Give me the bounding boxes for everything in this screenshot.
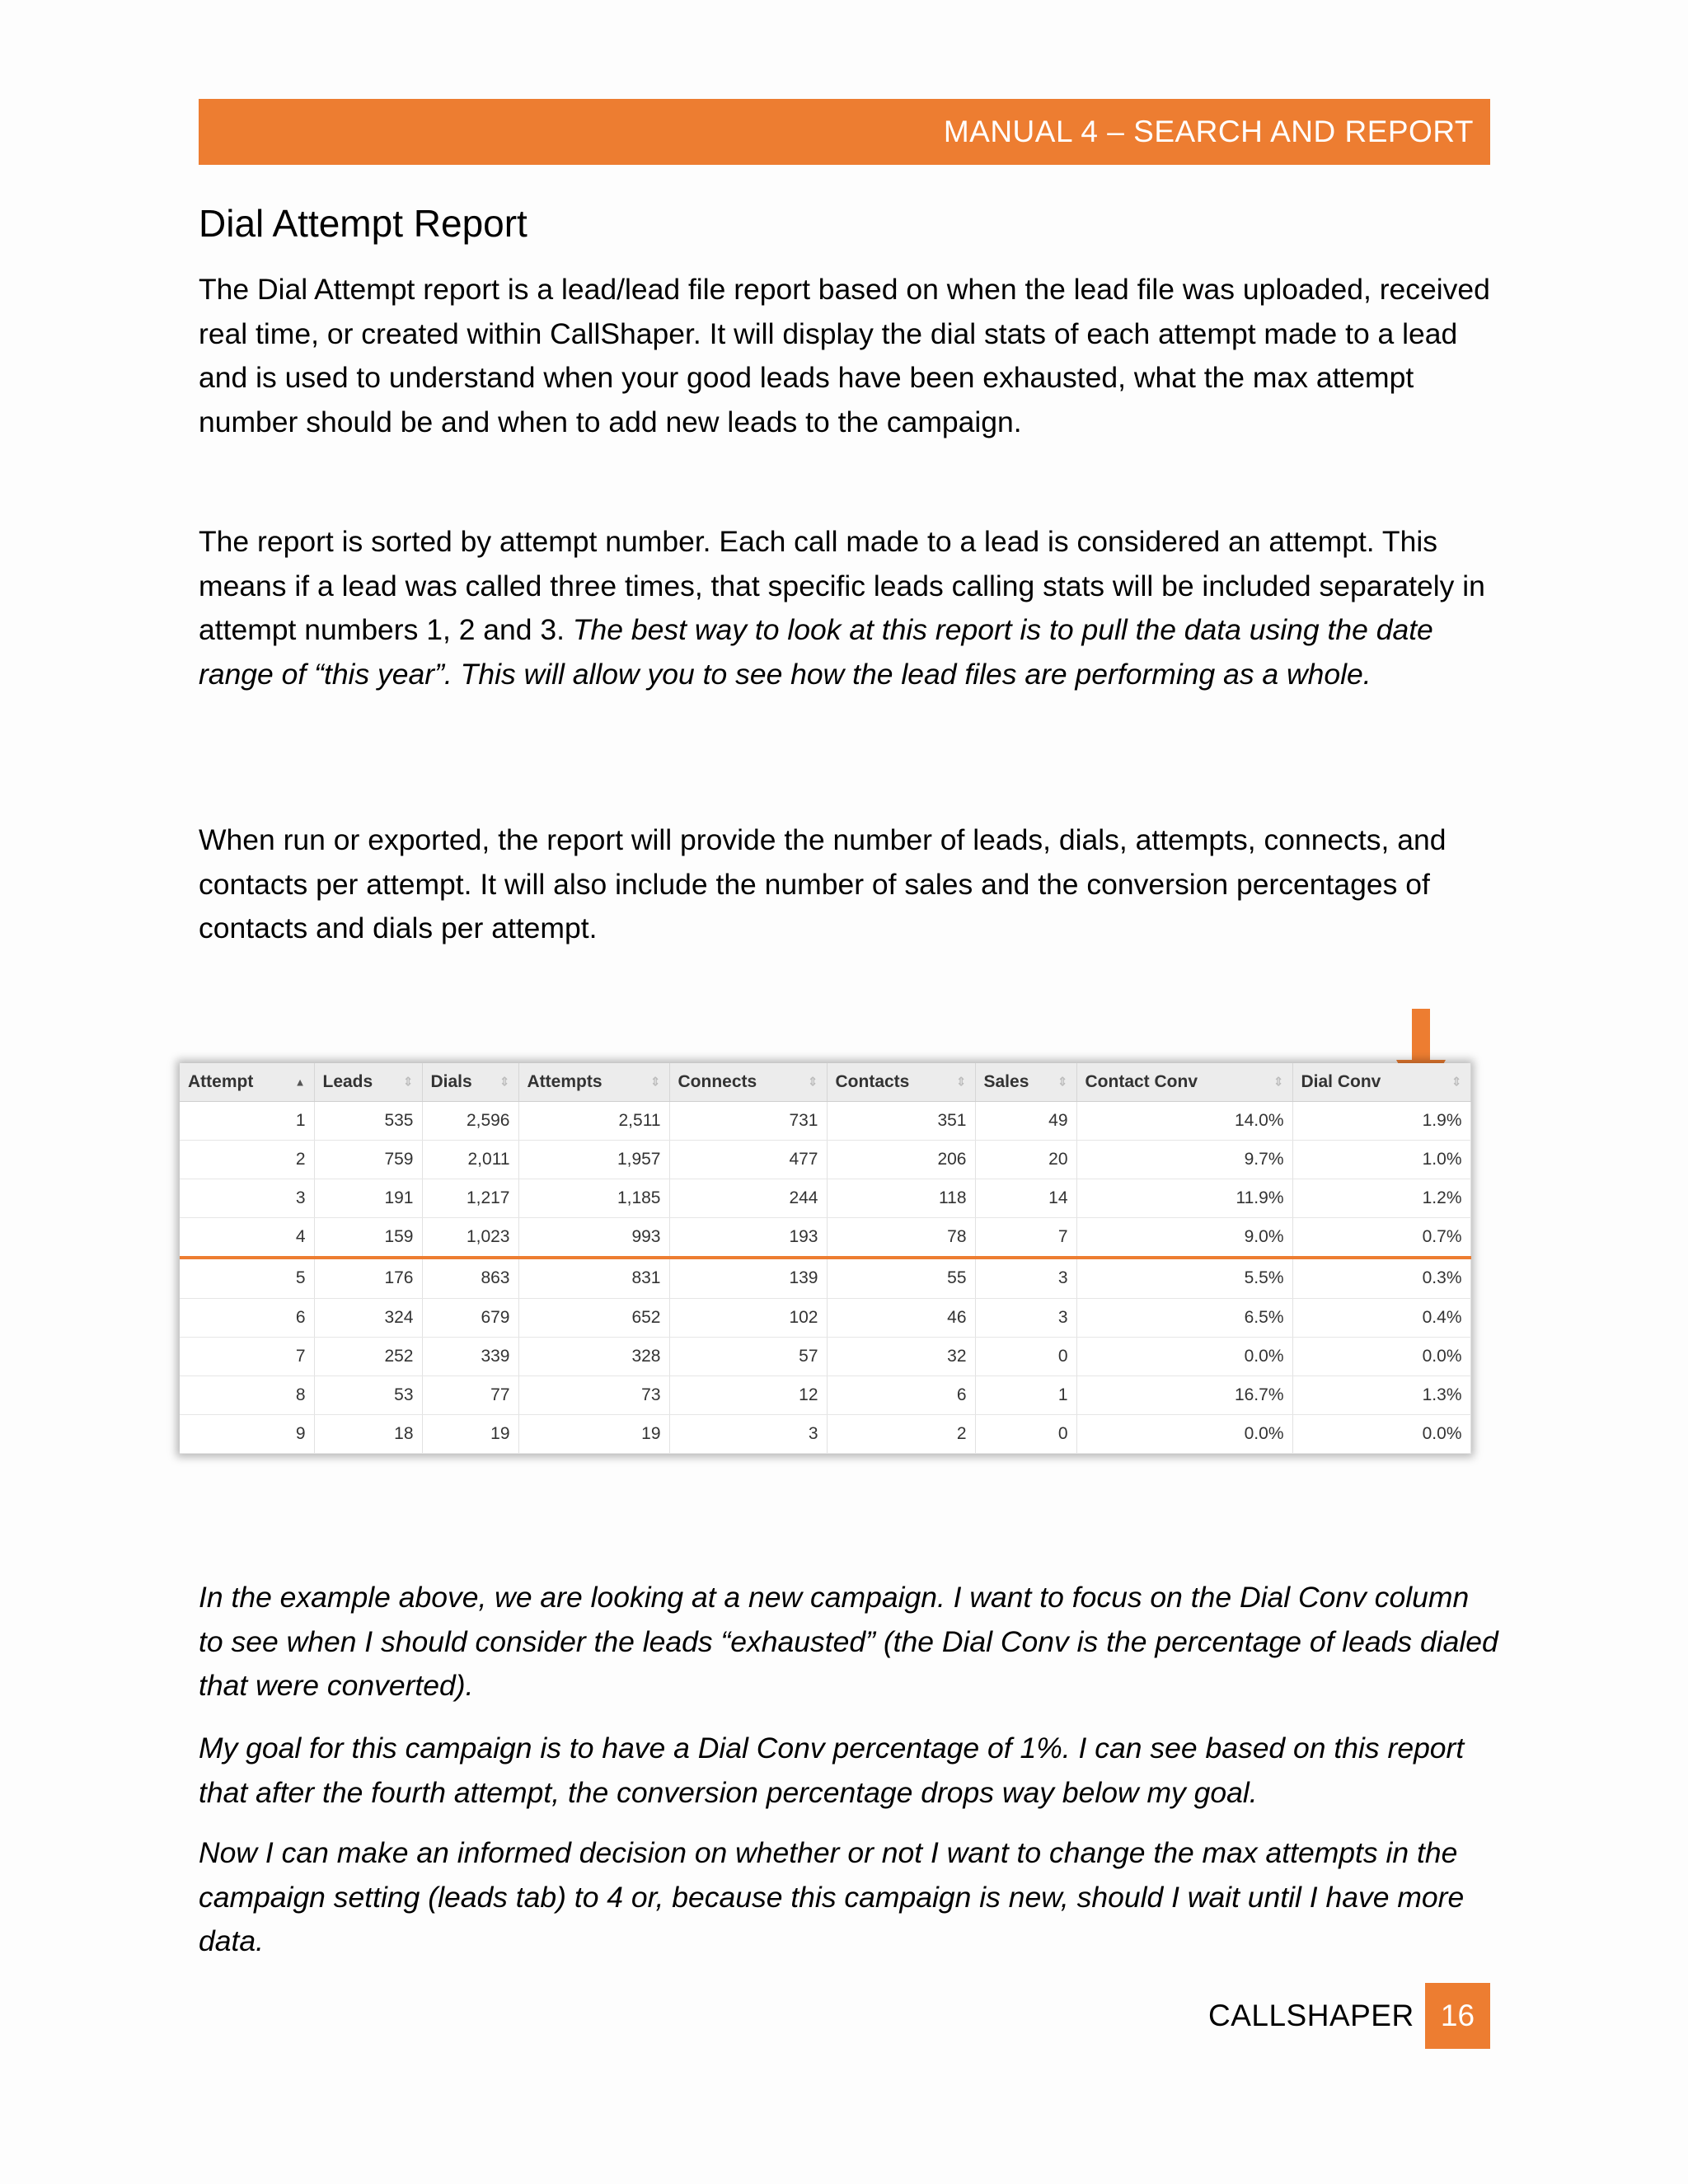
cell-contacts: 6	[827, 1376, 975, 1414]
cell-attempt: 7	[180, 1337, 314, 1376]
cell-attempt: 5	[180, 1258, 314, 1298]
sorting-paragraph	[199, 520, 1501, 696]
cell-leads: 252	[314, 1337, 422, 1376]
cell-dials: 77	[422, 1376, 518, 1414]
cell-dials: 679	[422, 1298, 518, 1337]
column-header-contact-conv[interactable]	[1076, 1063, 1292, 1102]
cell-contacts: 32	[827, 1337, 975, 1376]
cell-dials: 863	[422, 1258, 518, 1298]
intro-paragraph: The Dial Attempt report is a lead/lead file report based on when the lead file was uploaded, received real time, or created within CallShaper. It will display the dial stats of each attempt made to a lead and is used to understand when your good leads have been exhausted, what the max attempt number should be and when to add new leads to the campaign.	[199, 273, 1490, 438]
column-header-contacts[interactable]	[827, 1063, 975, 1102]
cell-contacts: 55	[827, 1258, 975, 1298]
page-number: 16	[1425, 1983, 1490, 2049]
cell-attempt: 3	[180, 1179, 314, 1218]
cell-sales: 49	[975, 1102, 1076, 1141]
sort-icon: ⇕	[1057, 1075, 1068, 1090]
table-row	[180, 1141, 1470, 1179]
cell-attempts: 73	[518, 1376, 669, 1414]
cell-connects: 57	[669, 1337, 827, 1376]
column-header-attempt[interactable]	[180, 1063, 314, 1102]
sorting-text: The report is sorted by attempt number. Each call made to a lead is considered an attempt. This means if a lead was called three times, that specific leads calling stats will be included separately in attempt numbers 1, 2 and 3.	[199, 525, 1485, 646]
table-header-row	[180, 1063, 1470, 1102]
sort-icon: ⇕	[807, 1075, 818, 1090]
cell-contact-conv: 6.5%	[1076, 1298, 1292, 1337]
cell-connects: 193	[669, 1218, 827, 1258]
cell-attempt: 9	[180, 1414, 314, 1453]
cell-dial-conv: 0.0%	[1292, 1414, 1470, 1453]
cell-leads: 176	[314, 1258, 422, 1298]
cell-dial-conv: 1.3%	[1292, 1376, 1470, 1414]
cell-leads: 759	[314, 1141, 422, 1179]
cell-connects: 477	[669, 1141, 827, 1179]
cell-attempts: 2,511	[518, 1102, 669, 1141]
cell-attempts: 1,957	[518, 1141, 669, 1179]
cell-connects: 12	[669, 1376, 827, 1414]
column-header-label: Attempts	[527, 1072, 603, 1091]
table-row	[180, 1298, 1470, 1337]
example-text: In the example above, we are looking at a new campaign. I want to focus on the Dial Conv column to see when I should consider the leads “exhausted” (the Dial Conv is the percentage of leads dialed that were converted).	[199, 1581, 1498, 1702]
cell-dials: 1,023	[422, 1218, 518, 1258]
cell-dial-conv: 0.7%	[1292, 1218, 1470, 1258]
cell-leads: 18	[314, 1414, 422, 1453]
example-paragraph	[199, 1576, 1501, 1708]
cell-attempts: 831	[518, 1258, 669, 1298]
cell-dials: 19	[422, 1414, 518, 1453]
cell-attempt: 2	[180, 1141, 314, 1179]
cell-connects: 102	[669, 1298, 827, 1337]
cell-sales: 14	[975, 1179, 1076, 1218]
cell-dial-conv: 0.4%	[1292, 1298, 1470, 1337]
column-header-label: Dials	[430, 1072, 472, 1091]
goal-text: My goal for this campaign is to have a Dial Conv percentage of 1%. I can see based on this report that after the fourth attempt, the conversion percentage drops way below my goal.	[199, 1732, 1465, 1809]
cell-leads: 53	[314, 1376, 422, 1414]
cell-sales: 1	[975, 1376, 1076, 1414]
sorting-tip: The best way to look at this report is to pull the data using the date range of “this year”. This will allow you to see how the lead files are performing as a whole.	[199, 613, 1433, 691]
cell-sales: 3	[975, 1298, 1076, 1337]
cell-dials: 2,596	[422, 1102, 518, 1141]
cell-attempt: 4	[180, 1218, 314, 1258]
cell-contacts: 46	[827, 1298, 975, 1337]
cell-contacts: 78	[827, 1218, 975, 1258]
column-header-label: Sales	[983, 1072, 1029, 1091]
table-row	[180, 1258, 1470, 1298]
header-bar	[199, 99, 1490, 165]
sort-icon: ⇕	[1451, 1075, 1462, 1090]
table-row	[180, 1376, 1470, 1414]
cell-contacts: 2	[827, 1414, 975, 1453]
cell-dial-conv: 1.9%	[1292, 1102, 1470, 1141]
cell-attempts: 19	[518, 1414, 669, 1453]
footer-brand: CALLSHAPER	[1208, 1999, 1414, 2032]
column-header-attempts[interactable]	[518, 1063, 669, 1102]
cell-attempt: 1	[180, 1102, 314, 1141]
table-row	[180, 1102, 1470, 1141]
cell-sales: 7	[975, 1218, 1076, 1258]
column-header-dial-conv[interactable]	[1292, 1063, 1470, 1102]
table-row	[180, 1218, 1470, 1258]
cell-contact-conv: 0.0%	[1076, 1337, 1292, 1376]
dial-attempt-report-table	[180, 1063, 1470, 1454]
column-header-sales[interactable]	[975, 1063, 1076, 1102]
manual-title: MANUAL 4 – SEARCH AND REPORT	[943, 115, 1474, 148]
column-header-label: Dial Conv	[1301, 1072, 1381, 1091]
cell-dials: 1,217	[422, 1179, 518, 1218]
column-header-label: Connects	[678, 1072, 757, 1091]
column-header-label: Contact Conv	[1085, 1072, 1198, 1091]
cell-dial-conv: 0.3%	[1292, 1258, 1470, 1298]
table-row	[180, 1337, 1470, 1376]
cell-contact-conv: 11.9%	[1076, 1179, 1292, 1218]
cell-dials: 2,011	[422, 1141, 518, 1179]
cell-connects: 244	[669, 1179, 827, 1218]
column-header-connects[interactable]	[669, 1063, 827, 1102]
goal-paragraph	[199, 1727, 1501, 1815]
cell-contacts: 206	[827, 1141, 975, 1179]
column-header-label: Attempt	[188, 1072, 254, 1091]
cell-dials: 339	[422, 1337, 518, 1376]
sort-icon: ⇕	[1273, 1075, 1284, 1090]
cell-attempts: 993	[518, 1218, 669, 1258]
cell-attempt: 6	[180, 1298, 314, 1337]
cell-sales: 0	[975, 1337, 1076, 1376]
cell-connects: 731	[669, 1102, 827, 1141]
sort-icon: ⇕	[955, 1075, 967, 1090]
cell-contact-conv: 16.7%	[1076, 1376, 1292, 1414]
cell-contact-conv: 9.7%	[1076, 1141, 1292, 1179]
cell-contacts: 351	[827, 1102, 975, 1141]
cell-contacts: 118	[827, 1179, 975, 1218]
export-paragraph: When run or exported, the report will provide the number of leads, dials, attempts, connects, and contacts per attempt. It will also include the number of sales and the conversion percentages of contacts and dials per attempt.	[199, 823, 1447, 944]
cell-attempt: 8	[180, 1376, 314, 1414]
table-row	[180, 1414, 1470, 1453]
cell-contact-conv: 9.0%	[1076, 1218, 1292, 1258]
cell-contact-conv: 5.5%	[1076, 1258, 1292, 1298]
cell-dial-conv: 0.0%	[1292, 1337, 1470, 1376]
column-header-leads[interactable]	[314, 1063, 422, 1102]
sort-ascending-icon: ▲	[294, 1076, 306, 1089]
cell-connects: 3	[669, 1414, 827, 1453]
cell-attempts: 328	[518, 1337, 669, 1376]
cell-attempts: 652	[518, 1298, 669, 1337]
sort-icon: ⇕	[649, 1075, 661, 1090]
cell-dial-conv: 1.0%	[1292, 1141, 1470, 1179]
sort-icon: ⇕	[402, 1075, 414, 1090]
cell-dial-conv: 1.2%	[1292, 1179, 1470, 1218]
sort-icon: ⇕	[499, 1075, 510, 1090]
column-header-label: Leads	[322, 1072, 373, 1091]
cell-contact-conv: 0.0%	[1076, 1414, 1292, 1453]
decision-paragraph	[199, 1831, 1501, 1964]
column-header-dials[interactable]	[422, 1063, 518, 1102]
cell-leads: 159	[314, 1218, 422, 1258]
cell-attempts: 1,185	[518, 1179, 669, 1218]
column-header-label: Contacts	[835, 1072, 910, 1091]
decision-text: Now I can make an informed decision on whether or not I want to change the max attempts in the campaign setting (leads tab) to 4 or, because this campaign is new, should I wait until I have more data.	[199, 1836, 1465, 1957]
cell-contact-conv: 14.0%	[1076, 1102, 1292, 1141]
cell-leads: 191	[314, 1179, 422, 1218]
cell-leads: 535	[314, 1102, 422, 1141]
cell-sales: 20	[975, 1141, 1076, 1179]
table-row	[180, 1179, 1470, 1218]
cell-sales: 0	[975, 1414, 1076, 1453]
cell-sales: 3	[975, 1258, 1076, 1298]
section-heading: Dial Attempt Report	[199, 202, 528, 245]
cell-leads: 324	[314, 1298, 422, 1337]
cell-connects: 139	[669, 1258, 827, 1298]
